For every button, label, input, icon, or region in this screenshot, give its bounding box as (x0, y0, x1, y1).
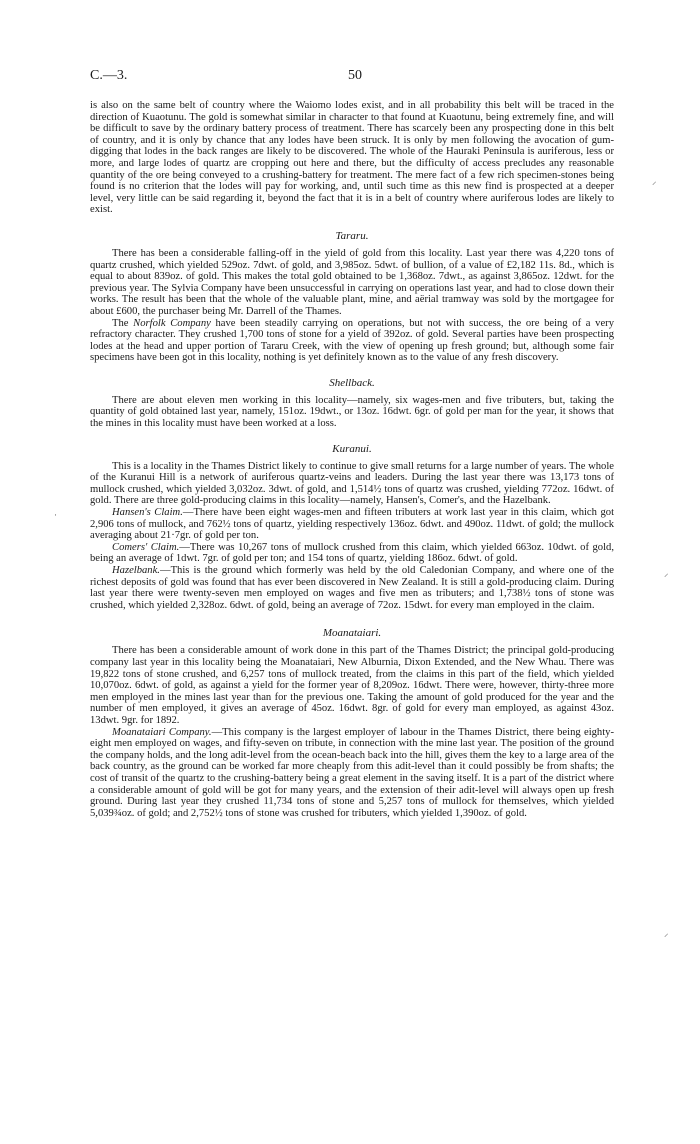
margin-tick-mark: ⸍ (652, 180, 657, 190)
comers-claim-paragraph (90, 542, 614, 565)
parliamentary-paper-reference: C.—3. (90, 68, 128, 83)
section-kuranui (90, 443, 614, 612)
hansens-claim-text: —There have been eight wages-men and fifteen tributers at work last year in this claim, which got 2,906 tons of mullock, and 762½ tons of quartz, yielding respectively 136oz. 6dwt. and 490oz. 11dwt. of gold; the mullock averaging about 21·7gr. of gold per ton. (90, 507, 615, 542)
hansens-claim-paragraph (90, 507, 614, 542)
section-heading-tararu: Tararu. (335, 229, 369, 242)
kuranui-paragraph-1: This is a locality in the Thames District likely to continue to give small returns for a large number of years. The whole of the Kuranui Hill is a network of auriferous quartz-veins and leaders. During the last year there was 13,173 tons of mullock crushed, which yielded 3,032oz. 3dwt. of gold, and 1,514½ tons of quartz was crushed, yielding 772oz. 16dwt. of gold. There are three gold-producing claims in this locality—namely, Hansen's, Comer's, and the Hazelbank. (90, 460, 614, 507)
moanataiari-company-text: —This company is the largest employer of labour in the Thames District, there being eighty-eight men employed on wages, and fifty-seven on tribute, in connection with the mine last year. The position of the ground the company holds, and the long adit-level from the ocean-beach back into the hill, gives them the key to a large area of the back country, as the ground can be worked far more cheaply from this adit-level than it could possibly be from shafts; the cost of transit of the quartz to the crushing-battery being a great element in the saving itself. It is a part of the district where a considerable amount of gold will be got for many years, and the extension of their adit-level will always open up fresh ground. During last year they crushed 11,734 tons of stone and 5,257 tons of mullock for themselves, which yielded 5,039¾oz. of gold; and 2,752½ tons of stone was crushed for tributers, which yielded 1,390oz. of gold. (90, 726, 614, 819)
tararu-p2-lead: The (112, 317, 134, 329)
page-number: 50 (348, 68, 362, 83)
section-moanataiari (90, 627, 614, 819)
section-tararu (90, 230, 614, 364)
margin-dot-mark: · (54, 510, 57, 520)
intro-paragraph: is also on the same belt of country where the Waiomo lodes exist, and in all probability this belt will be traced in the direction of Kuaotunu. The gold is somewhat similar in character to that found at Kuaotunu, being extremely fine, and will be difficult to save by the ordinary battery process of treatment. There has scarcely been any prospecting done in this belt of country, and it is only by chance that any lodes have been struck. It is only by men following the avocation of gum-digging that lodes in the back ranges are likely to be discovered. The whole of the Hauraki Peninsula is auriferous, less or more, and large lodes of quartz are cropping out here and there, but the difficulty of access precludes any reasonable quantity of the ore being conveyed to a crushing-battery for treatment. The mere fact of a few rich specimen-stones being found is no criterion that the lodes will pay for working, and, until such time as this new find is prospected at a deeper level, very little can be said regarding it, beyond the fact that it is in a belt of country where auriferous lodes are likely to exist. (90, 100, 614, 216)
section-heading-shellback: Shellback. (329, 376, 375, 389)
section-heading-moanataiari: Moanataiari. (322, 627, 382, 640)
hazelbank-name: Hazelbank. (112, 565, 160, 576)
norfolk-company-name: Norfolk Company (133, 317, 211, 329)
hansens-claim-name: Hansen's Claim. (112, 507, 183, 519)
tararu-paragraph-1: There has been a considerable falling-off in the yield of gold from this locality. Last year there was 4,220 tons of quartz crushed, which yielded 529oz. 7dwt. of gold, and 3,985oz. 5dwt. of bullion, of a value of £2,182 11s. 8d., which is equal to about 839oz. of gold. This makes the total gold obtained to be 1,368oz. 7dwt., as against 3,865oz. 12dwt. for the previous year. The Sylvia Company have been unsuccessful in carrying on operations last year, and had to close down their works. The result has been that the whole of the valuable plant, mine, and aërial tramway was sold by the mortgagee for about £600, the purchaser being Mr. Darrell of the Thames. (90, 247, 614, 317)
document-body (90, 100, 614, 819)
page-header (90, 68, 610, 86)
margin-tick-mark: ⸍ (664, 572, 669, 582)
comers-claim-name: Comers' Claim. (112, 541, 180, 553)
section-shellback (90, 377, 614, 430)
section-heading-kuranui: Kuranui. (332, 442, 372, 455)
moanataiari-paragraph-1: There has been a considerable amount of work done in this part of the Thames District; the principal gold-producing company last year in this locality being the Moanataiari, New Alburnia, Dixon Extended, and the New Whau. There was 19,822 tons of stone crushed, and 6,257 tons of mullock treated, from the claims in this part of the field, which yielded 10,070oz. 6dwt. of gold, as against a yield for the former year of 8,209oz. 16dwt. There were, however, thirty-three more men employed in the mines last year than for the previous one. Taking the amount of gold produced for the year and the number of men employed, it gives an average of 45oz. 16dwt. 8gr. of gold for every man employed, as against 43oz. 13dwt. 9gr. for 1892. (90, 645, 614, 726)
margin-tick-mark: ⸍ (664, 932, 669, 942)
moanataiari-company-name: Moanataiari Company. (112, 726, 212, 738)
tararu-paragraph-2 (90, 318, 614, 364)
tararu-p2-text: have been steadily carrying on operations, but not with success, the ore being of a very refractory character. They crushed 1,700 tons of stone for a yield of 392oz. of gold. Several parties have been prospecting lodes at the head and upper portion of Tararu Creek, with the view of opening up fresh ground; but, although some fair specimens have been got in this locality, nothing is yet definitely known as to the value of any fresh discovery. (90, 317, 614, 364)
hazelbank-paragraph (90, 565, 614, 611)
shellback-paragraph-1: There are about eleven men working in this locality—namely, six wages-men and five tributers, but, taking the quantity of gold obtained last year, namely, 151oz. 19dwt., or 13oz. 16dwt. 6gr. of gold per man for the year, it shows that the mines in this locality must have been worked at a loss. (90, 394, 614, 430)
comers-claim-text: —There was 10,267 tons of mullock crushed from this claim, which yielded 663oz. 10dwt. of gold, being an average of 1dwt. 7gr. of gold per ton; and 154 tons of quartz, yielding 186oz. 6dwt. of gold. (90, 541, 614, 565)
hazelbank-text: —This is the ground which formerly was held by the old Caledonian Company, and where one of the richest deposits of gold was found that has ever been discovered in New Zealand. It is still a gold-producing claim. During last year there were twenty-seven men employed on wages and five men as tributers; and 1,738½ tons of stone was crushed, which yielded 2,328oz. 6dwt. of gold, being an average of 72oz. 15dwt. for every man employed in the claim. (90, 565, 614, 611)
moanataiari-company-paragraph (90, 727, 614, 820)
